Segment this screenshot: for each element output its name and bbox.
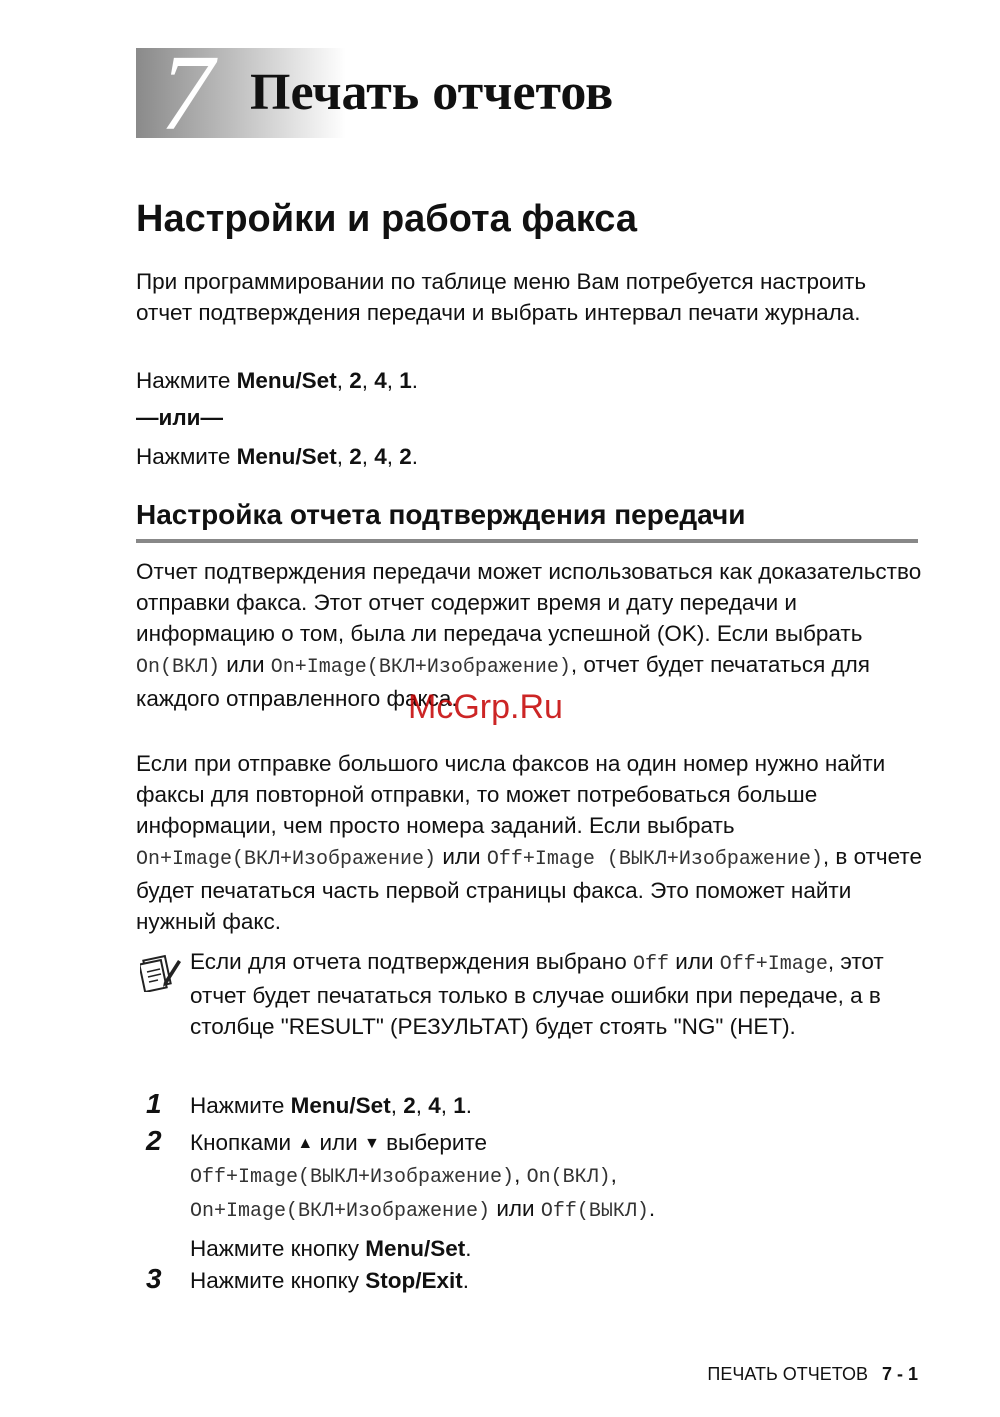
step-1-text: Нажмите Menu/Set, 2, 4, 1. <box>190 1093 473 1118</box>
paragraph-image-option: Если при отправке большого числа факсов на один номер нужно найти факсы для повторной отправки, то может потребоваться больше информации, чем просто номера заданий. Если выбрать On+Image(ВКЛ+Изображение) или Off+Image (ВЫКЛ+Изображение), в отчете будет печататься часть первой страницы факса. Это поможет найти нужный факс. <box>136 751 922 934</box>
or-separator: —или— <box>136 405 223 430</box>
intro-instruction-1: Нажмите Menu/Set, 2, 4, 1. <box>136 368 419 393</box>
subsection-rule <box>136 539 918 543</box>
subsection-title: Настройка отчета подтверждения передачи <box>136 499 746 530</box>
page-footer: ПЕЧАТЬ ОТЧЕТОВ 7 - 1 <box>707 1364 918 1384</box>
step-number: 3 <box>146 1263 162 1294</box>
chapter-number: 7 <box>160 34 214 153</box>
page-number: 7 - 1 <box>881 1364 918 1384</box>
step-3-text: Нажмите кнопку Stop/Exit. <box>190 1268 470 1293</box>
step-number: 2 <box>146 1125 162 1156</box>
step-number: 1 <box>146 1088 162 1119</box>
paragraph-transmission-report: Отчет подтверждения передачи может использоваться как доказательство отправки факса. Этот отчет содержит время и дату передачи и информацию о том, была ли передача успешной (OK). Если выбрать On(ВКЛ) или On+Image(ВКЛ+Изображение), отчет будет печататься для каждого отправленного факса. <box>136 559 922 711</box>
section-title: Настройки и работа факса <box>136 198 637 240</box>
watermark: McGrp.Ru <box>408 688 563 726</box>
intro-paragraph: При программировании по таблице меню Вам потребуется настроить отчет подтверждения передачи и выбрать интервал печати журнала. <box>136 269 867 325</box>
step-2-text: Кнопками ▲ или ▼ выберите Off+Image(ВЫКЛ+Изображение), On(ВКЛ), On+Image(ВКЛ+Изображение) или Off(ВЫКЛ). Нажмите кнопку Menu/Set. <box>190 1130 656 1261</box>
note-pencil-icon <box>140 952 182 992</box>
down-arrow-icon: ▼ <box>364 1135 380 1152</box>
chapter-title: Печать отчетов <box>250 64 614 121</box>
up-arrow-icon: ▲ <box>297 1135 314 1152</box>
intro-instruction-2: Нажмите Menu/Set, 2, 4, 2. <box>136 444 419 469</box>
note-text: Если для отчета подтверждения выбрано Off или Off+Image, этот отчет будет печататься только в случае ошибки при передаче, а в столбце "RESULT" (РЕЗУЛЬТАТ) будет стоять "NG" (НЕТ). <box>190 949 884 1039</box>
